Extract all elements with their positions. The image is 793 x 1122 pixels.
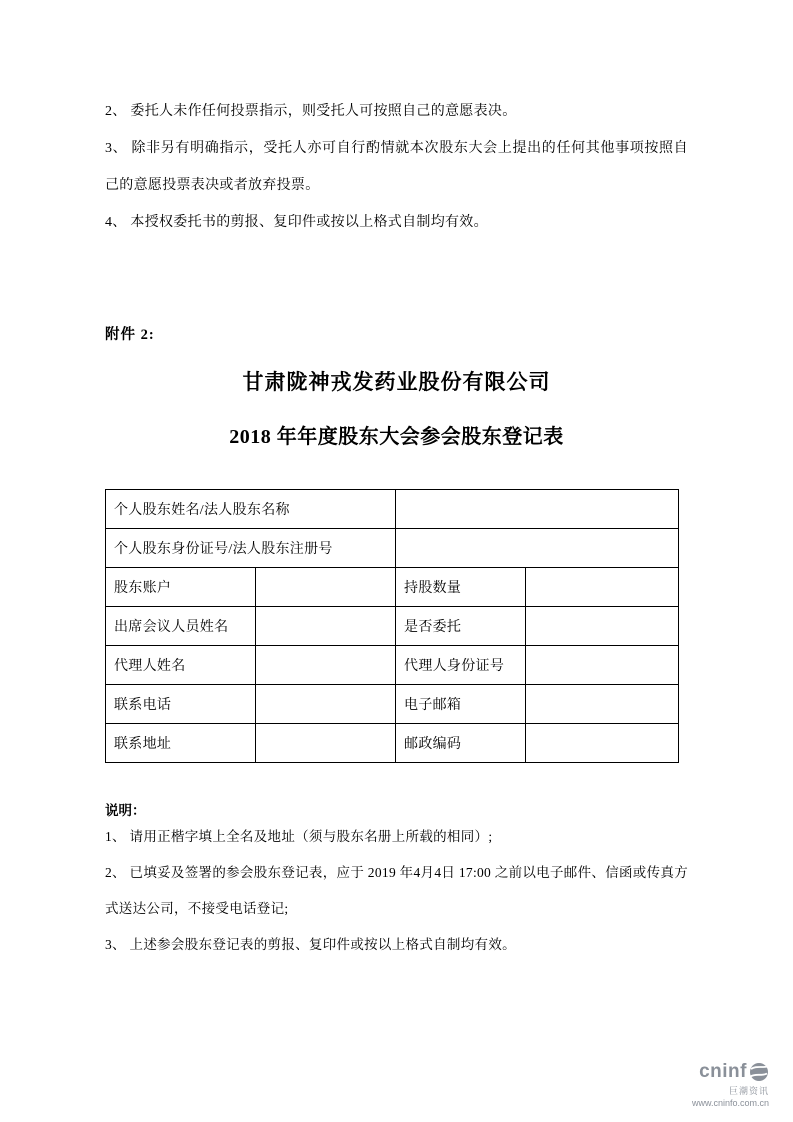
table-cell-value (256, 568, 396, 607)
table-row (106, 646, 679, 685)
cninfo-logo (692, 1061, 769, 1108)
table-cell-value (526, 568, 679, 607)
note-item-2: 2、 委托人未作任何投票指示，则受托人可按照自己的意愿表决。 (105, 104, 517, 119)
table-cell-label: 个人股东身份证号/法人股东注册号 (106, 529, 396, 568)
table-cell-value (526, 646, 679, 685)
logo-globe-icon (749, 1062, 769, 1082)
table-cell-label: 是否委托 (396, 607, 526, 646)
table-cell-value (526, 724, 679, 763)
document-subtitle: 2018 年年度股东大会参会股东登记表 (229, 426, 564, 448)
table-cell-value (256, 607, 396, 646)
table-cell-value (256, 646, 396, 685)
note-item-4: 4、 本授权委托书的剪报、复印件或按以上格式自制均有效。 (105, 215, 488, 230)
table-row (106, 529, 679, 568)
logo-brand-cn: 巨潮资讯 (728, 1086, 769, 1096)
table-row (106, 490, 679, 529)
table-cell-value (526, 685, 679, 724)
table-row (106, 607, 679, 646)
document-title: 甘肃陇神戎发药业股份有限公司 (242, 370, 551, 394)
table-cell-label: 联系电话 (106, 685, 256, 724)
table-cell-label: 股东账户 (106, 568, 256, 607)
table-cell-value (396, 529, 679, 568)
table-cell-value (256, 685, 396, 724)
document-content (105, 93, 688, 963)
table-row (106, 724, 679, 763)
table-cell-value (396, 490, 679, 529)
table-cell-label: 代理人身份证号 (396, 646, 526, 685)
table-cell-label: 联系地址 (106, 724, 256, 763)
table-cell-label: 代理人姓名 (106, 646, 256, 685)
instruction-item-2: 2、 已填妥及签署的参会股东登记表，应于 2019 年4月4日 17:00 之前以电子邮件、信函或传真方式送达公司，不接受电话登记; (105, 865, 688, 916)
logo-row (692, 1061, 769, 1083)
table-cell-label: 邮政编码 (396, 724, 526, 763)
logo-text: cninf (699, 1061, 747, 1082)
table-row (106, 568, 679, 607)
table-cell-label: 电子邮箱 (396, 685, 526, 724)
table-cell-value (526, 607, 679, 646)
table-cell-label: 持股数量 (396, 568, 526, 607)
table-cell-value (256, 724, 396, 763)
attachment-label: 附件 2: (105, 327, 155, 343)
instruction-item-3: 3、 上述参会股东登记表的剪报、复印件或按以上格式自制均有效。 (105, 937, 516, 952)
logo-url: www.cninfo.com.cn (691, 1098, 769, 1108)
registration-table (105, 489, 679, 763)
instructions-heading: 说明： (105, 803, 146, 818)
table-row (106, 685, 679, 724)
note-item-3: 3、 除非另有明确指示，受托人亦可自行酌情就本次股东大会上提出的任何其他事项按照自己的意愿投票表决或者放弃投票。 (105, 141, 688, 193)
instruction-item-1: 1、 请用正楷字填上全名及地址（须与股东名册上所载的相同）; (105, 829, 493, 844)
table-cell-label: 出席会议人员姓名 (106, 607, 256, 646)
table-cell-label: 个人股东姓名/法人股东名称 (106, 490, 396, 529)
